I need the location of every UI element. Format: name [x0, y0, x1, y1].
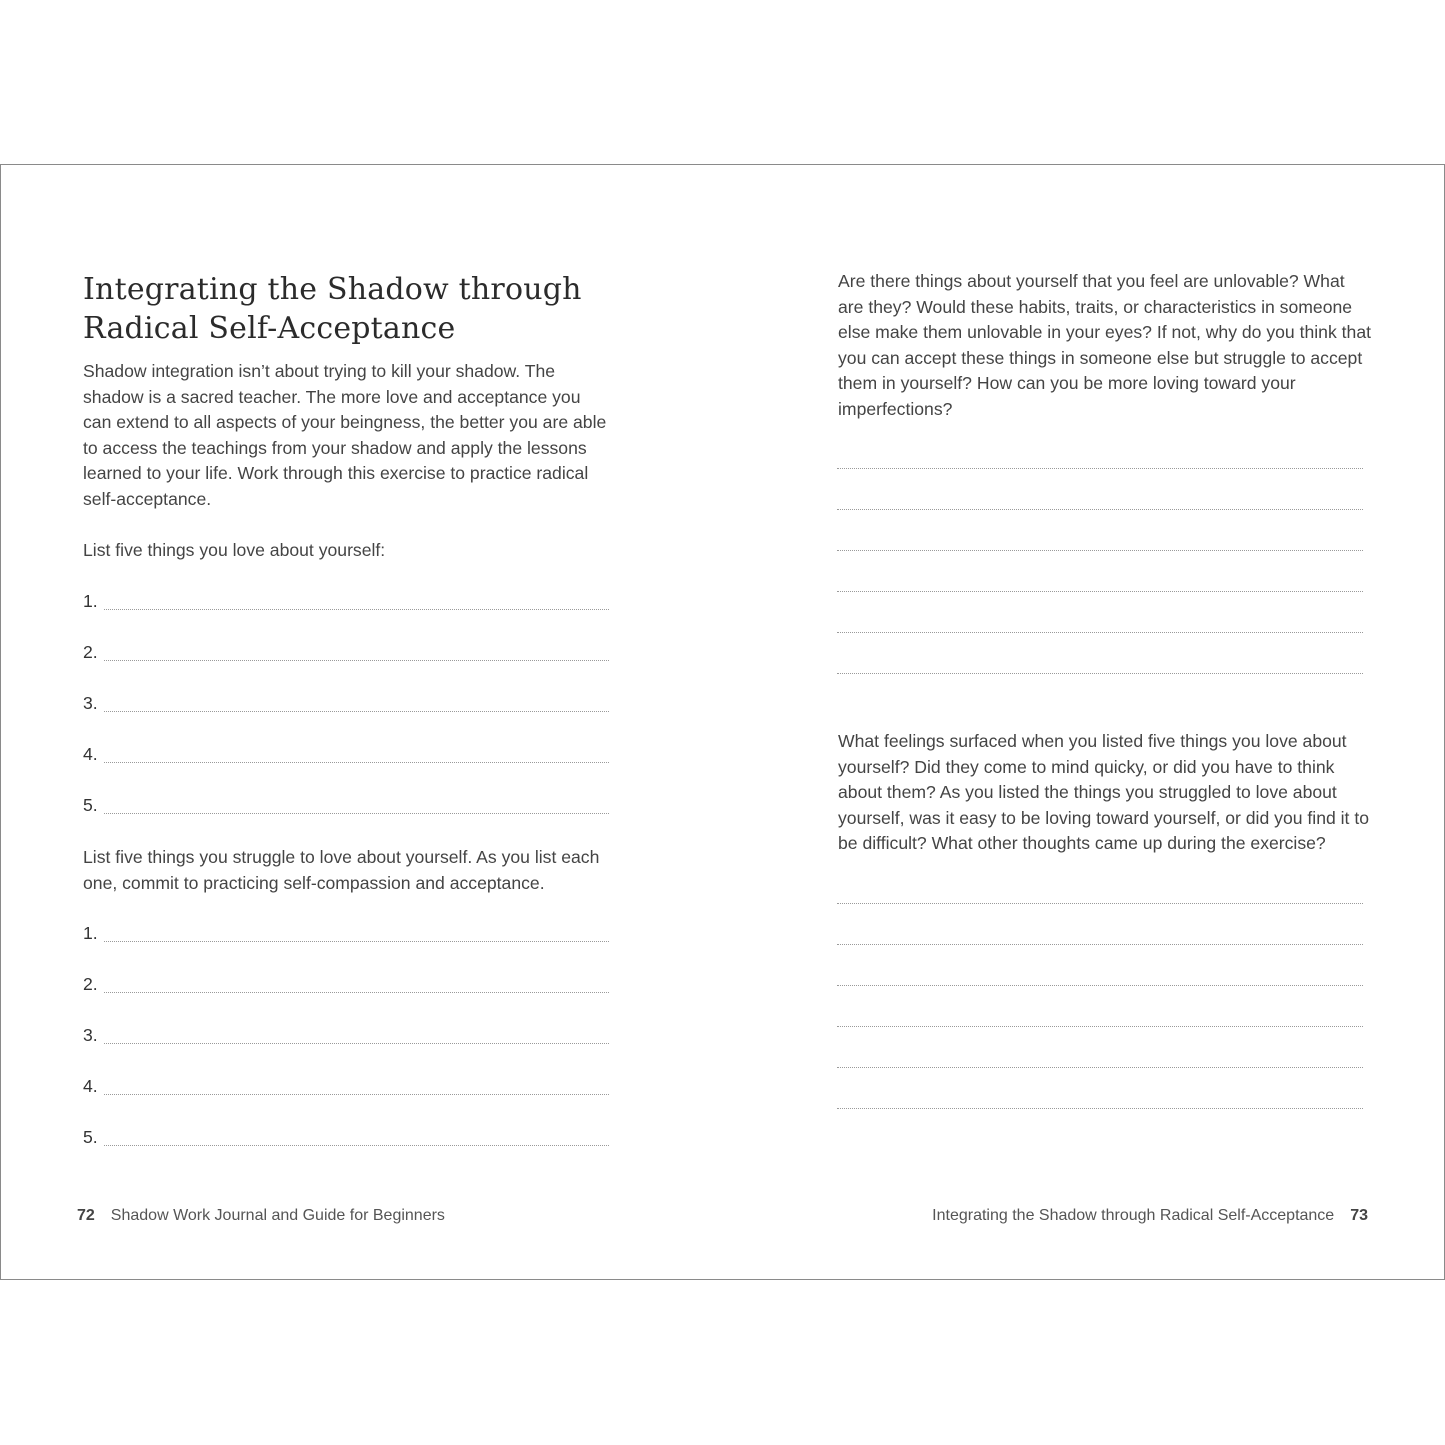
- answer-line[interactable]: [837, 1069, 1363, 1109]
- running-title: Integrating the Shadow through Radical Self-Acceptance: [932, 1207, 1335, 1224]
- answer-line[interactable]: [837, 1028, 1363, 1068]
- love-list: [83, 588, 609, 843]
- page-number: 72: [77, 1207, 95, 1224]
- answer-line[interactable]: [837, 593, 1363, 633]
- answer-line[interactable]: [104, 1094, 609, 1095]
- right-page: [721, 165, 1444, 1279]
- list-item: [83, 1073, 609, 1124]
- running-title: Shadow Work Journal and Guide for Beginners: [110, 1207, 445, 1224]
- answer-line[interactable]: [104, 813, 609, 814]
- item-number: 1.: [83, 591, 98, 611]
- item-number: 4.: [83, 744, 98, 764]
- love-prompt: List five things you love about yourself:: [83, 540, 386, 560]
- answer-lines: [837, 864, 1363, 1110]
- struggle-prompt: List five things you struggle to love about yourself. As you list each one, commit to practicing self-compassion and acceptance.: [83, 847, 600, 893]
- item-number: 2.: [83, 642, 98, 662]
- left-page: [1, 165, 721, 1279]
- struggle-list: [83, 920, 609, 1175]
- list-item: [83, 1022, 609, 1073]
- answer-line[interactable]: [837, 511, 1363, 551]
- item-number: 2.: [83, 974, 98, 994]
- answer-line[interactable]: [837, 429, 1363, 469]
- answer-line[interactable]: [104, 711, 609, 712]
- answer-line[interactable]: [104, 762, 609, 763]
- answer-line[interactable]: [104, 941, 609, 942]
- list-item: [83, 741, 609, 792]
- book-spread: [0, 164, 1445, 1280]
- answer-line[interactable]: [104, 660, 609, 661]
- item-number: 3.: [83, 693, 98, 713]
- answer-line[interactable]: [837, 905, 1363, 945]
- answer-lines: [837, 429, 1363, 675]
- answer-line[interactable]: [104, 609, 609, 610]
- list-item: [83, 792, 609, 843]
- left-footer: [77, 1205, 445, 1227]
- item-number: 5.: [83, 795, 98, 815]
- list-item: [83, 1124, 609, 1175]
- question-feelings: What feelings surfaced when you listed five things you love about yourself? Did they come to mind quicky, or did you have to think about them? As you listed the things you struggled to love about yourself, was it easy to be loving toward yourself, or did you find it to be difficult? What other thoughts came up during the exercise?: [838, 731, 1370, 854]
- answer-line[interactable]: [104, 1145, 609, 1146]
- list-item: [83, 690, 609, 741]
- list-item: [83, 639, 609, 690]
- item-number: 5.: [83, 1127, 98, 1147]
- page-title: Integrating the Shadow through Radical Self-Acceptance: [83, 272, 582, 346]
- answer-line[interactable]: [837, 946, 1363, 986]
- list-item: [83, 971, 609, 1022]
- list-item: [83, 920, 609, 971]
- item-number: 4.: [83, 1076, 98, 1096]
- answer-line[interactable]: [837, 634, 1363, 674]
- answer-line[interactable]: [837, 864, 1363, 904]
- page-number: 73: [1350, 1207, 1368, 1224]
- answer-line[interactable]: [837, 470, 1363, 510]
- item-number: 3.: [83, 1025, 98, 1045]
- item-number: 1.: [83, 923, 98, 943]
- right-footer: [932, 1205, 1368, 1227]
- answer-line[interactable]: [104, 992, 609, 993]
- answer-line[interactable]: [837, 552, 1363, 592]
- answer-line[interactable]: [837, 987, 1363, 1027]
- intro-paragraph: Shadow integration isn’t about trying to kill your shadow. The shadow is a sacred teacher. The more love and acceptance you can extend to all aspects of your beingness, the better you are able to access the teachings from your shadow and apply the lessons learned to your life. Work through this exercise to practice radical self-acceptance.: [83, 361, 607, 509]
- list-item: [83, 588, 609, 639]
- question-unlovable: Are there things about yourself that you feel are unlovable? What are they? Would these habits, traits, or characteristics in someone else make them unlovable in your eyes? If not, why do you think that you can accept these things in someone else but struggle to accept them in yourself? How can you be more loving toward your imperfections?: [838, 271, 1372, 419]
- answer-line[interactable]: [104, 1043, 609, 1044]
